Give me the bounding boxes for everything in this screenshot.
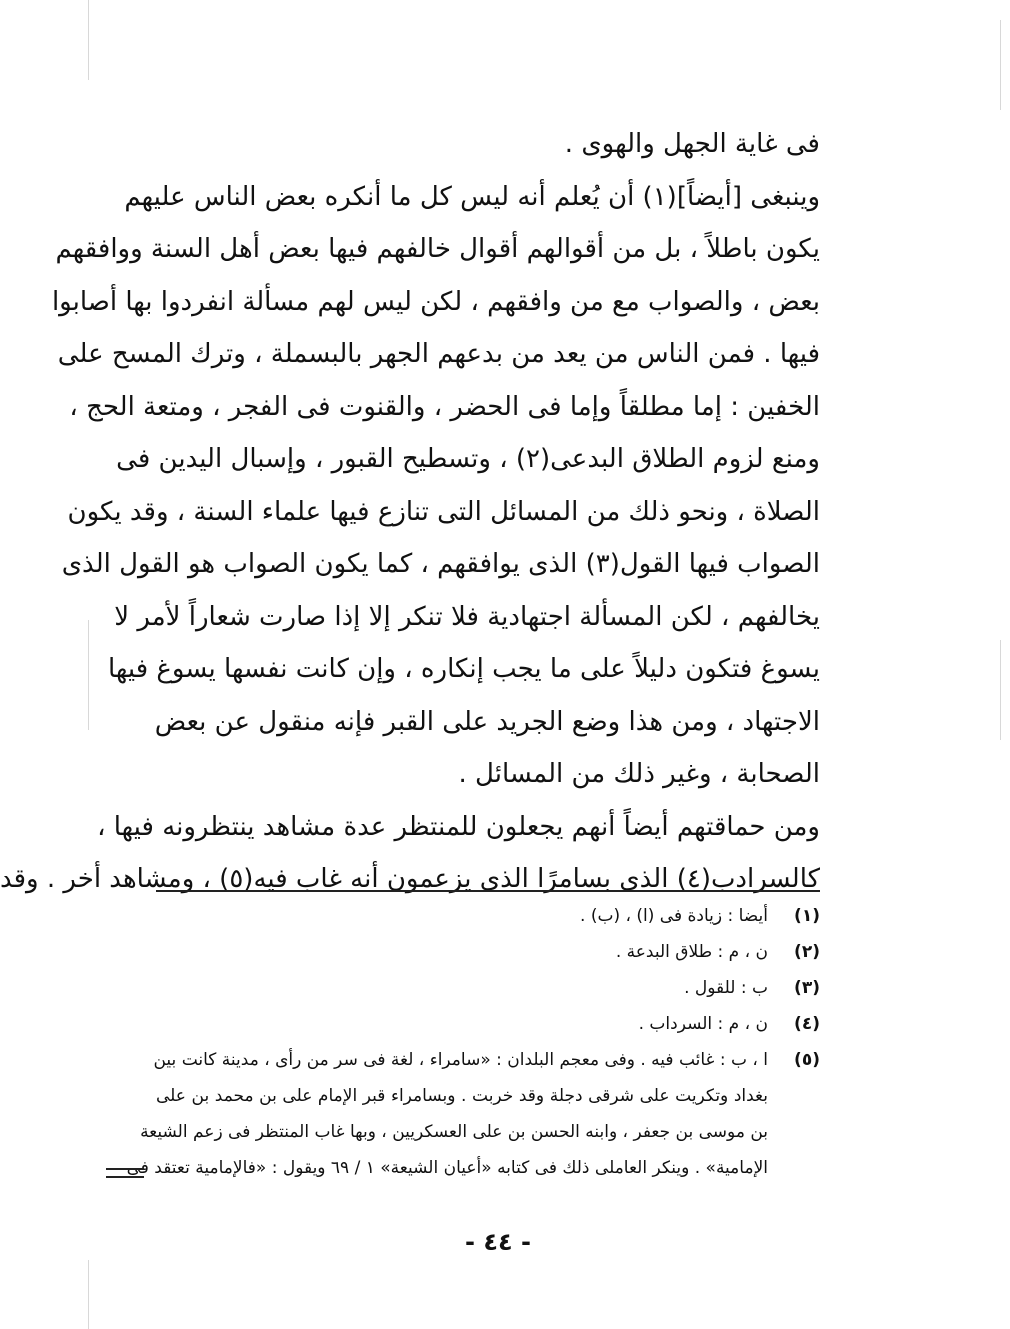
footnote-number: (١) xyxy=(794,906,820,926)
footnote-text: ن ، م : طلاق البدعة . xyxy=(615,942,768,962)
text-line: وينبغى [أيضاً](١) أن يُعلم أنه ليس كل ما أنكره بعض الناس عليهم xyxy=(124,181,820,212)
footnote-continuation-line: بن موسى بن جعفر ، وابنه الحسن بن على العسكريين ، وبها غاب المنتظر فى زعم الشيعة xyxy=(140,1122,768,1142)
text-line: ومن حماقتهم أيضاً أنهم يجعلون للمنتظر عدة مشاهد ينتظرونه فيها ، xyxy=(97,811,820,842)
text-line: يكون باطلاً ، بل من أقوالهم أقوال خالفهم فيها بعض أهل السنة ووافقهم xyxy=(55,234,820,264)
scan-margin-line xyxy=(88,620,89,730)
text-line: الخفين : إما مطلقاً وإما فى الحضر ، والقنوت فى الفجر ، ومتعة الحج ، xyxy=(69,391,820,422)
footnote-continuation-line: بغداد وتكريت على شرقى دجلة وقد خربت . وبسامراء قبر الإمام على بن محمد بن على xyxy=(156,1086,768,1106)
footnote-item xyxy=(156,970,820,1006)
footnote-divider xyxy=(156,890,820,892)
footnote-item xyxy=(156,898,820,934)
footnote-item xyxy=(153,1042,820,1078)
text-line: فى غاية الجهل والهوى . xyxy=(564,129,820,159)
text-line: يسوغ فتكون دليلاً على ما يجب إنكاره ، وإن كانت نفسها يسوغ فيها xyxy=(107,654,820,684)
page-number: - ٤٤ - xyxy=(465,1228,531,1256)
scan-margin-line xyxy=(1000,20,1001,110)
text-line: فيها . فمن الناس من يعد من بدعهم الجهر بالبسملة ، وترك المسح على xyxy=(57,339,820,369)
footnote-number: (٥) xyxy=(794,1050,820,1070)
text-line: الصحابة ، وغير ذلك من المسائل . xyxy=(458,759,820,789)
footnote-item xyxy=(156,934,820,970)
scan-margin-line xyxy=(88,1260,89,1329)
footnote-text: ن ، م : السرداب . xyxy=(638,1014,768,1034)
text-line: الصواب فيها القول(٣) الذى يوافقهم ، كما يكون الصواب هو القول الذى xyxy=(61,549,820,579)
footnote-item xyxy=(156,1006,820,1042)
continuation-mark xyxy=(106,1168,144,1178)
footnote-text: ا ، ب : غائب فيه . وفى معجم البلدان : «سامراء ، لغة فى سر من رأى ، مدينة كانت بين xyxy=(153,1050,768,1070)
footnote-text: أيضا : زيادة فى (ا) ، (ب) . xyxy=(580,906,768,926)
text-line: ومنع لزوم الطلاق البدعى(٢) ، وتسطيح القبور ، وإسبال اليدين فى xyxy=(116,444,820,474)
footnote-text: ب : للقول . xyxy=(684,978,768,998)
main-text-body xyxy=(0,118,820,906)
text-line: كالسرادب(٤) الذى بسامرًا الذى يزعمون أنه غاب فيه(٥) ، ومشاهد أخر . وقد xyxy=(0,864,820,894)
text-line: الاجتهاد ، ومن هذا وضع الجريد على القبر فإنه منقول عن بعض xyxy=(154,706,820,737)
footnote-continuation-line: الإمامية» . وينكر العاملى ذلك فى كتابه «أعيان الشيعة» ١ / ٦٩ ويقول : «فالإمامية تعتقد فى xyxy=(126,1158,768,1178)
text-line: الصلاة ، ونحو ذلك من المسائل التى تنازع فيها علماء السنة ، وقد يكون xyxy=(67,496,820,527)
text-line: بعض ، والصواب مع من وافقهم ، لكن ليس لهم مسألة انفردوا بها أصابوا xyxy=(51,286,820,317)
footnote-number: (٤) xyxy=(794,1014,820,1034)
text-line: يخالفهم ، لكن المسألة اجتهادية فلا تنكر إلا إذا صارت شعاراً لأمر لا xyxy=(114,601,820,632)
footnotes-section xyxy=(126,898,820,1186)
footnote-number: (٣) xyxy=(794,978,820,998)
scan-margin-line xyxy=(1000,640,1001,740)
footnote-number: (٢) xyxy=(794,942,820,962)
scan-margin-line xyxy=(88,0,89,80)
